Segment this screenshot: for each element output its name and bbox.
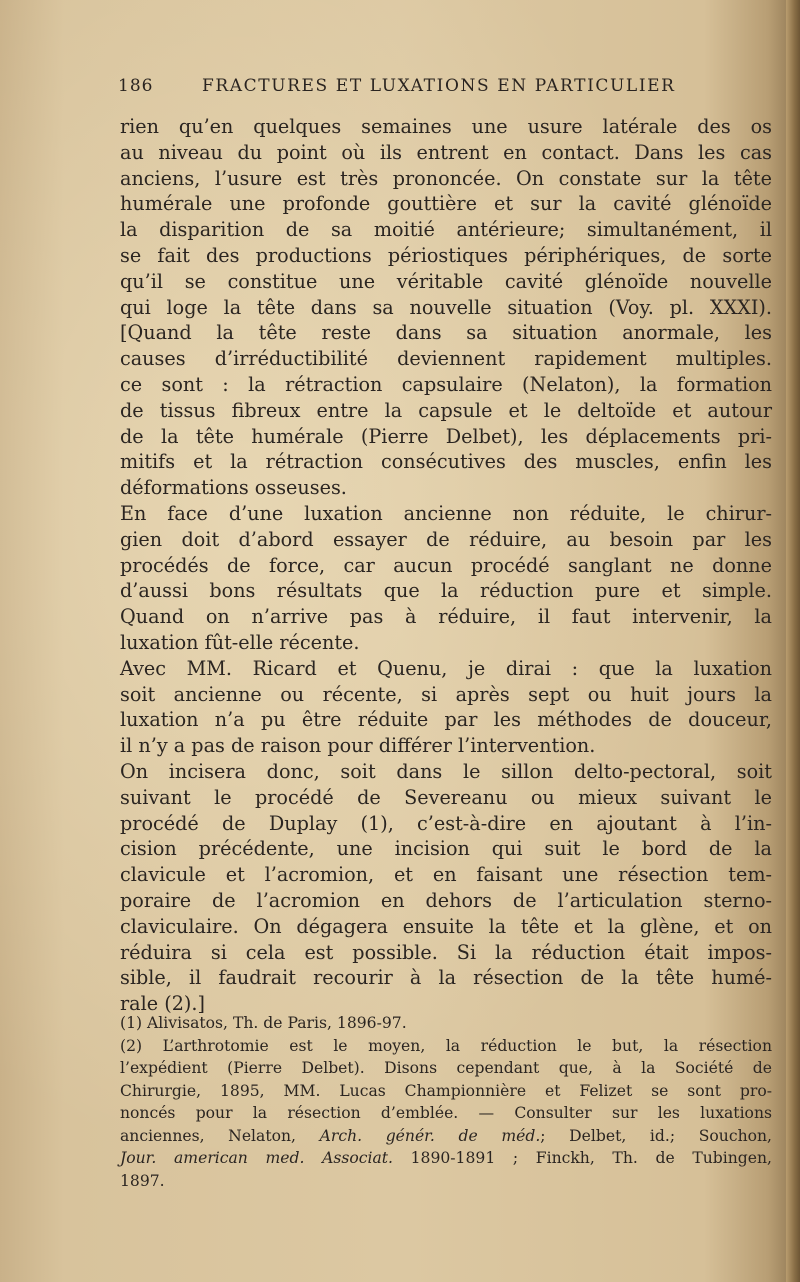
text-line: rien qu’en quelques semaines une usure latérale des os: [120, 115, 772, 138]
text-line: procédé de Duplay (1), c’est-à-dire en ajoutant à l’in-: [120, 811, 772, 835]
footnote-2-line: [120, 1147, 772, 1170]
footnote-2-line: (2) L’arthrotomie est le moyen, la réduction le but, la résection: [120, 1036, 772, 1055]
text-line: sible, il faudrait recourir à la résection de la tête humé-: [120, 966, 772, 990]
text-line: soit ancienne ou récente, si après sept ou huit jours la: [120, 682, 772, 706]
text-line: En face d’une luxation ancienne non réduite, le chirur-: [120, 501, 772, 525]
text-line: On incisera donc, soit dans le sillon delto-pectoral, soit: [120, 759, 772, 783]
text-line: qu’il se constitue une véritable cavité glénoïde nouvelle: [120, 269, 772, 293]
footnote-2-line: l’expédient (Pierre Delbet). Disons cependant que, à la Société de: [120, 1059, 772, 1077]
page-header: [118, 76, 678, 100]
footnote-text: ; Delbet, id.; Souchon,: [540, 1126, 773, 1145]
text-line: Avec MM. Ricard et Quenu, je dirai : que la luxation: [120, 656, 772, 680]
text-line: cision précédente, une incision qui suit le bord de la: [120, 837, 772, 861]
text-line: il n’y a pas de raison pour différer l’intervention.: [120, 734, 596, 758]
footnotes: [120, 1012, 772, 1192]
text-line: qui loge la tête dans sa nouvelle situation (Voy. pl. XXXI).: [120, 295, 772, 319]
text-line: se fait des productions périostiques périphériques, de sorte: [120, 243, 772, 267]
footnote-1: (1) Alivisatos, Th. de Paris, 1896-97.: [120, 1014, 407, 1032]
text-line: d’aussi bons résultats que la réduction pure et simple.: [120, 579, 772, 603]
footnote-journal-title: Arch. génér. de méd.: [319, 1126, 541, 1145]
text-line: poraire de l’acromion en dehors de l’articulation sterno-: [120, 888, 772, 912]
text-line: [Quand la tête reste dans sa situation anormale, les: [120, 321, 772, 345]
footnote-journal-title: Jour. american med. Associat.: [120, 1149, 393, 1167]
page-number: 186: [118, 76, 154, 96]
text-line: causes d’irréductibilité deviennent rapidement multiples.: [120, 347, 772, 371]
book-spine-edge: [786, 0, 800, 1282]
text-line: humérale une profonde gouttière et sur la cavité glénoïde: [120, 192, 772, 216]
text-line: déformations osseuses.: [120, 476, 347, 500]
text-line: clavicule et l’acromion, et en faisant une résection tem-: [120, 863, 772, 887]
text-line: ce sont : la rétraction capsulaire (Nelaton), la formation: [120, 372, 772, 396]
text-line: gien doit d’abord essayer de réduire, au besoin par les: [120, 527, 772, 551]
footnote-2-line: Chirurgie, 1895, MM. Lucas Championnière et Felizet se sont pro-: [120, 1081, 772, 1100]
running-head: FRACTURES ET LUXATIONS EN PARTICULIER: [202, 76, 676, 96]
text-line: au niveau du point où ils entrent en contact. Dans les cas: [120, 140, 772, 164]
text-line: luxation n’a pu être réduite par les méthodes de douceur,: [120, 708, 772, 732]
footnote-2-line: 1897.: [120, 1171, 165, 1190]
text-line: de la tête humérale (Pierre Delbet), les déplacements pri-: [120, 424, 772, 448]
text-line: réduira si cela est possible. Si la réduction était impos-: [120, 940, 772, 964]
footnote-text: 1890-1891 ; Finckh, Th. de Tubingen,: [392, 1149, 772, 1167]
footnote-2-line: [120, 1125, 772, 1148]
text-line: de tissus fibreux entre la capsule et le deltoïde et autour: [120, 398, 772, 422]
footnote-text: anciennes, Nelaton,: [120, 1126, 320, 1145]
footnote-2-line: noncés pour la résection d’emblée. — Consulter sur les luxations: [120, 1104, 772, 1122]
text-line: la disparition de sa moitié antérieure; simultanément, il: [120, 218, 772, 242]
text-line: claviculaire. On dégagera ensuite la tête et la glène, et on: [120, 914, 772, 938]
body-text: [120, 114, 772, 1017]
text-line: anciens, l’usure est très prononcée. On constate sur la tête: [120, 166, 772, 190]
text-line: suivant le procédé de Severeanu ou mieux suivant le: [120, 785, 772, 809]
text-line: luxation fût-elle récente.: [120, 630, 360, 654]
text-line: procédés de force, car aucun procédé sanglant ne donne: [120, 553, 772, 577]
text-line: rale (2).]: [120, 992, 205, 1016]
text-line: mitifs et la rétraction consécutives des muscles, enfin les: [120, 450, 772, 474]
text-line: Quand on n’arrive pas à réduire, il faut intervenir, la: [120, 605, 772, 629]
